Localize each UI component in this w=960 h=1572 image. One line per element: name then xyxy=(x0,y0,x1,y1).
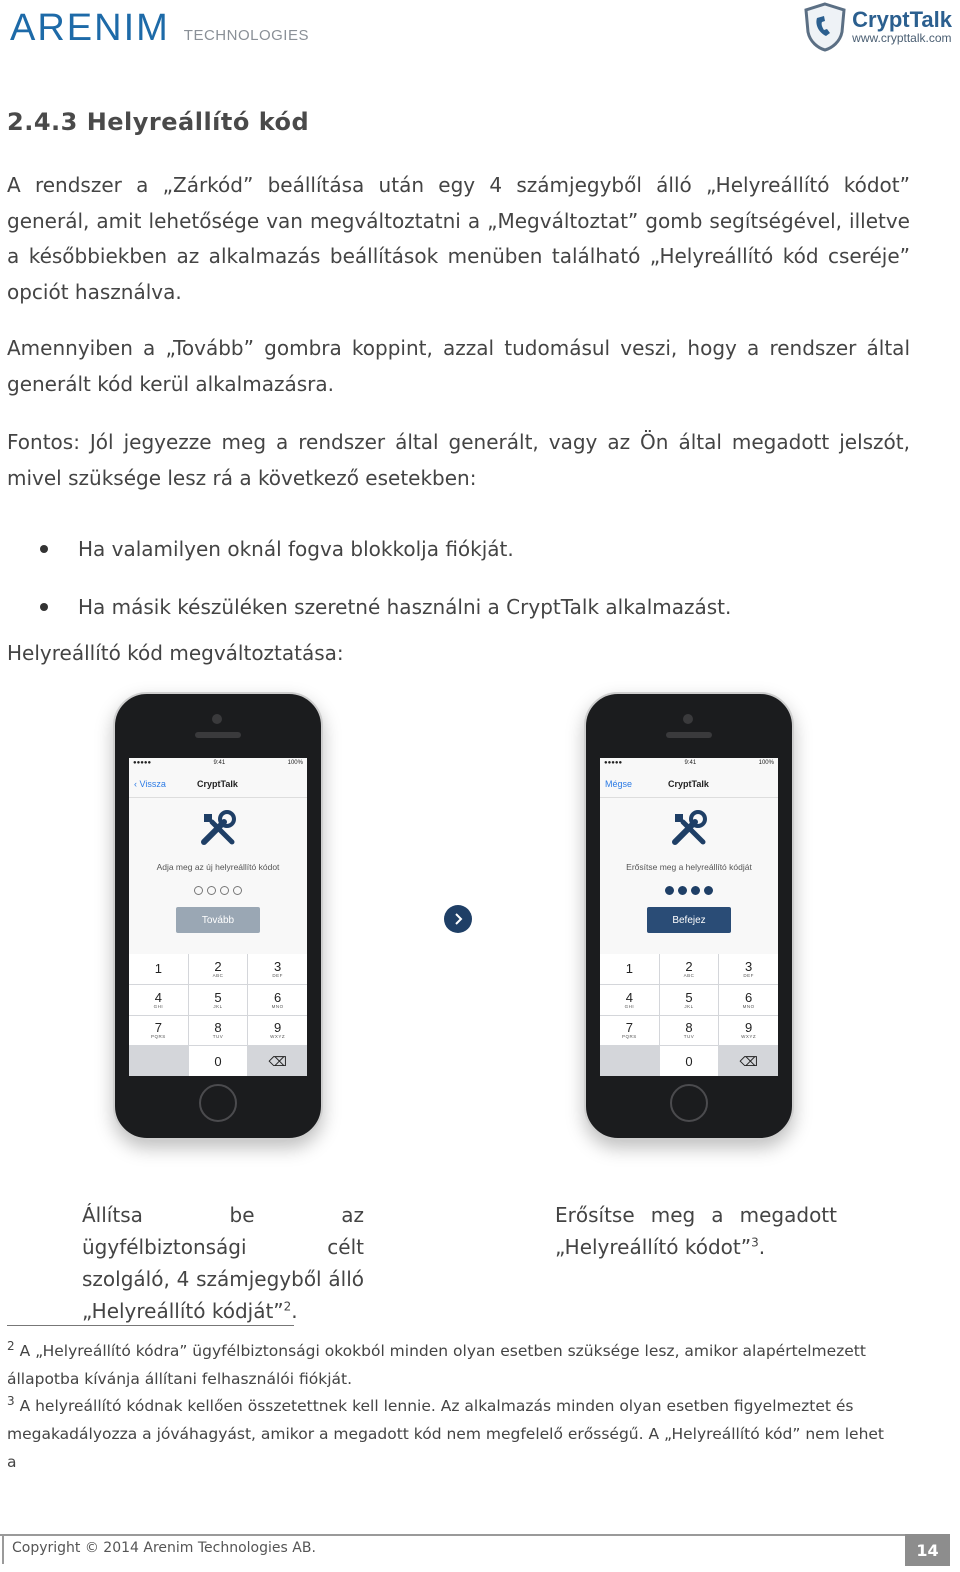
key-9[interactable]: 9 WXYZ xyxy=(248,1016,307,1046)
finish-button[interactable]: Befejez xyxy=(647,907,731,933)
crypttalk-logo xyxy=(802,2,952,52)
key-9[interactable]: 9 WXYZ xyxy=(719,1016,778,1046)
delete-key-icon[interactable]: ⌫ xyxy=(248,1046,307,1076)
phone-screen xyxy=(129,758,307,1076)
tools-icon xyxy=(669,808,709,848)
key-1[interactable]: 1 xyxy=(129,954,188,984)
page-number: 14 xyxy=(905,1534,950,1566)
crypttalk-url: www.crypttalk.com xyxy=(852,31,952,45)
continue-button[interactable]: Tovább xyxy=(176,907,260,933)
key-blank xyxy=(600,1046,659,1076)
back-label: Vissza xyxy=(139,778,166,789)
battery-indicator: 100% xyxy=(758,760,774,766)
signal-indicator: ●●●●● xyxy=(604,760,623,766)
status-bar xyxy=(600,758,778,770)
footer-divider xyxy=(0,1534,905,1536)
nav-bar xyxy=(600,770,778,798)
nav-title: CryptTalk xyxy=(197,778,238,789)
numeric-keypad xyxy=(129,954,307,1076)
caption-left: Állítsa be az ügyfélbiztonsági célt szolgáló, 4 számjegyből álló „Helyreállító kódját”$^2$. xyxy=(82,1203,364,1323)
camera-icon xyxy=(212,714,222,724)
key-1[interactable]: 1 xyxy=(600,954,659,984)
figure-subtitle: Helyreállító kód megváltoztatása: xyxy=(7,641,344,665)
nav-title: CryptTalk xyxy=(668,778,709,789)
bullet-text: Ha valamilyen oknál fogva blokkolja fiókját. xyxy=(78,537,514,561)
key-7[interactable]: 7 PQRS xyxy=(129,1016,188,1046)
numeric-keypad xyxy=(600,954,778,1076)
footer-left-border xyxy=(2,1534,4,1564)
speaker-grille xyxy=(666,732,712,738)
phone-screen xyxy=(600,758,778,1076)
battery-indicator: 100% xyxy=(287,760,303,766)
prompt-text: Adja meg az új helyreállító kódot xyxy=(156,862,280,872)
status-bar xyxy=(129,758,307,770)
delete-key-icon[interactable]: ⌫ xyxy=(719,1046,778,1076)
paragraph-important: Fontos: Jól jegyezze meg a rendszer által generált, vagy az Ön által megadott jelszót, mivel szüksége lesz rá a következő esetekben: xyxy=(7,430,910,490)
prompt-text: Erősítse meg a helyreállító kódját xyxy=(626,862,752,872)
back-button[interactable]: ‹ Vissza xyxy=(134,778,166,789)
bullet-text: Ha másik készüléken szeretné használni a CryptTalk alkalmazást. xyxy=(78,595,732,619)
key-5[interactable]: 5 JKL xyxy=(189,985,248,1015)
section-heading: 2.4.3 Helyreállító kód xyxy=(7,108,310,136)
key-4[interactable]: 4 GHI xyxy=(129,985,188,1015)
bullet-item xyxy=(40,520,731,578)
bullet-dot xyxy=(40,545,48,553)
key-7[interactable]: 7 PQRS xyxy=(600,1016,659,1046)
phone-mockup-right xyxy=(584,692,794,1140)
phone-mockup-left xyxy=(113,692,323,1140)
key-6[interactable]: 6 MNO xyxy=(248,985,307,1015)
pin-dots-empty xyxy=(129,886,307,895)
shield-phone-icon xyxy=(802,2,848,52)
arenim-tagline: TECHNOLOGIES xyxy=(183,27,309,44)
speaker-grille xyxy=(195,732,241,738)
nav-bar xyxy=(129,770,307,798)
key-6[interactable]: 6 MNO xyxy=(719,985,778,1015)
home-button xyxy=(199,1084,237,1122)
pin-dots-filled xyxy=(600,886,778,895)
footnote-ref: 3 xyxy=(751,1235,759,1250)
key-2[interactable]: 2 ABC xyxy=(660,954,719,984)
key-0[interactable]: 0 xyxy=(189,1046,248,1076)
key-4[interactable]: 4 GHI xyxy=(600,985,659,1015)
key-0[interactable]: 0 xyxy=(660,1046,719,1076)
footnote-3: $^3$ A helyreállító kódnak kellően összetettnek kell lennie. Az alkalmazás minden olyan esetben figyelmeztet és megakadályozza a jóváhagyást, amikor a megadott kód nem megfelelő erősségű. A „Helyreállító kód” nem lehet a xyxy=(7,1393,885,1471)
key-blank xyxy=(129,1046,188,1076)
tools-icon xyxy=(198,808,238,848)
bullet-item xyxy=(40,578,731,636)
copyright-text: Copyright © 2014 Arenim Technologies AB. xyxy=(12,1540,316,1556)
footnote-divider xyxy=(7,1325,294,1326)
key-2[interactable]: 2 ABC xyxy=(189,954,248,984)
status-time: 9:41 xyxy=(213,760,226,766)
camera-icon xyxy=(683,714,693,724)
arenim-logo xyxy=(10,7,309,49)
key-8[interactable]: 8 TUV xyxy=(660,1016,719,1046)
crypttalk-name: CryptTalk xyxy=(852,7,952,32)
paragraph-intro: A rendszer a „Zárkód” beállítása után egy 4 számjegyből álló „Helyreállító kódot” generál, amit lehetősége van megváltoztatni a „Megváltoztat” gomb segítségével, illetve a későbbiekben az alkalmazás beállítások menüben található „Helyreállító kód cseréje” opciót használva. xyxy=(7,173,910,304)
key-3[interactable]: 3 DEF xyxy=(719,954,778,984)
key-8[interactable]: 8 TUV xyxy=(189,1016,248,1046)
footnote-2: $^2$ A „Helyreállító kódra” ügyfélbiztonsági okokból minden olyan esetben szüksége lesz, amikor alapértelmezett állapotba kívánja állítani felhasználói fiókját. xyxy=(7,1338,866,1388)
bullet-dot xyxy=(40,603,48,611)
home-button xyxy=(670,1084,708,1122)
key-5[interactable]: 5 JKL xyxy=(660,985,719,1015)
bullet-list xyxy=(40,520,731,636)
arenim-wordmark: ARENIM xyxy=(10,7,170,49)
footnote-ref: 2 xyxy=(283,1299,292,1314)
cancel-button[interactable]: Mégse xyxy=(605,778,633,789)
caption-right: Erősítse meg a megadott „Helyreállító kódot”$^3$. xyxy=(555,1203,837,1259)
next-arrow-icon xyxy=(444,905,472,933)
status-time: 9:41 xyxy=(684,760,697,766)
key-3[interactable]: 3 DEF xyxy=(248,954,307,984)
paragraph-continue: Amennyiben a „Tovább” gombra koppint, azzal tudomásul veszi, hogy a rendszer által generált kód kerül alkalmazásra. xyxy=(7,336,910,396)
signal-indicator: ●●●●● xyxy=(133,760,152,766)
